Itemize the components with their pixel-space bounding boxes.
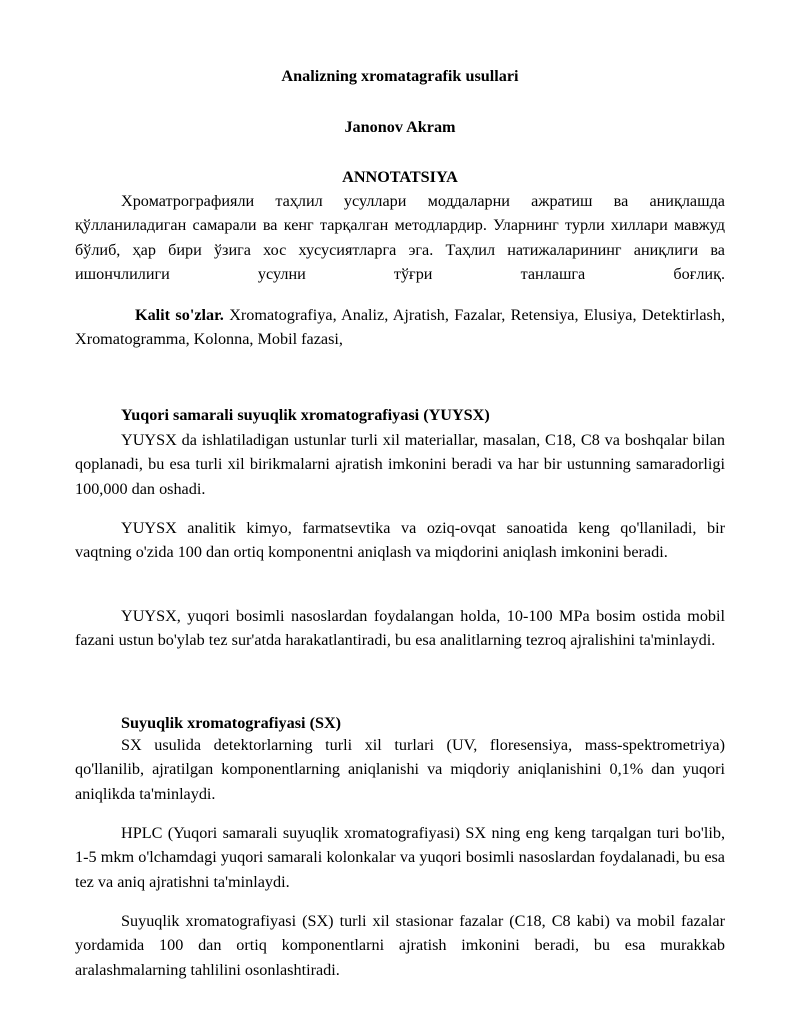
keywords-label: Kalit so'zlar. — [135, 306, 224, 324]
document-title: Analizning xromatagrafik usullari — [281, 67, 519, 85]
keywords-list: Xromatografiya, Analiz, Ajratish, Fazalar, Retensiya, Elusiya, Detektirlash, Xromatogramma, Kolonna, Mobil fazasi, — [75, 306, 726, 349]
section-heading-sx: Suyuqlik xromatografiyasi (SX) — [121, 714, 342, 732]
section1-paragraph: YUYSX, yuqori bosimli nasoslardan foydalangan holda, 10-100 MPa bosim ostida mobil fazani ustun bo'ylab tez sur'atda harakatlantiradi, bu esa analitlarning tezroq ajralishini ta'minlaydi. — [75, 607, 725, 650]
annotation-heading: ANNOTATSIYA — [342, 168, 458, 186]
section2-paragraph: Suyuqlik xromatografiyasi (SX) turli xil stasionar fazalar (C18, C8 kabi) va mobil fazalar yordamida 100 dan ortiq komponentlarni ajratish imkonini beradi, bu esa murakkab aralashmalarning tahlilini osonlashtiradi. — [75, 912, 725, 979]
annotation-paragraph: Хроматрографияли таҳлил усуллари моддаларни ажратиш ва аниқлашда қўлланиладиган самарали ва кенг тарқалган методлардир. Уларнинг турли хиллари мавжуд бўлиб, ҳар бири ўзига хос хусусиятларга эга. Таҳлил натижаларининг аниқлиги ва ишончлилиги усулни тўғри танлашга боғлиқ. — [75, 192, 725, 283]
section2-paragraph: HPLC (Yuqori samarali suyuqlik xromatografiyasi) SX ning eng keng tarqalgan turi bo'lib, 1-5 mkm o'lchamdagi yuqori samarali kolonkalar va yuqori bosimli nasoslardan foydalanadi, bu esa tez va aniq ajratishni ta'minlaydi. — [75, 824, 725, 891]
section-heading-yuysx: Yuqori samarali suyuqlik xromatografiyasi (YUYSX) — [121, 406, 490, 424]
author-name: Janonov Akram — [344, 118, 456, 136]
section1-paragraph: YUYSX da ishlatiladigan ustunlar turli xil materiallar, masalan, C18, C8 va boshqalar bilan qoplanadi, bu esa turli xil birikmalarni ajratish imkonini beradi va har bir ustunning samaradorligi 100,000 dan oshadi. — [75, 431, 725, 498]
section2-paragraph: SX usulida detektorlarning turli xil turlari (UV, floresensiya, mass-spektrometriya) qo'llanilib, ajratilgan komponentlarning aniqlanishi va miqdoriy aniqlanishini 0,1% dan yuqori aniqlikda ta'minlaydi. — [75, 736, 725, 803]
section1-paragraph: YUYSX analitik kimyo, farmatsevtika va oziq-ovqat sanoatida keng qo'llaniladi, bir vaqtning o'zida 100 dan ortiq komponentni aniqlash va miqdorini aniqlash imkonini beradi. — [75, 519, 725, 562]
keywords-paragraph — [75, 303, 725, 352]
